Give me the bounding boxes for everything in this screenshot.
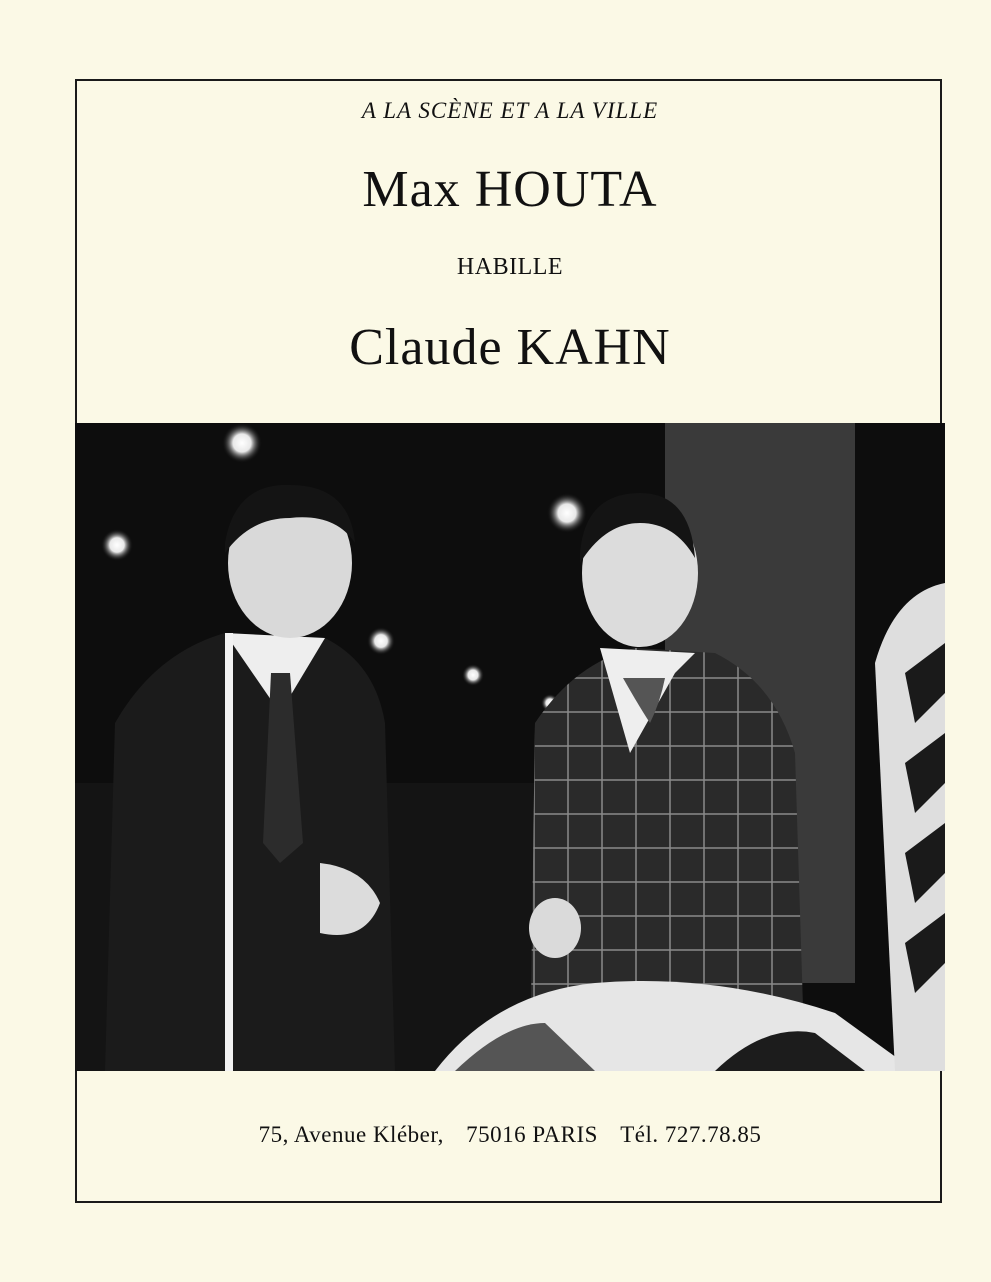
address-line xyxy=(75,1122,945,1148)
client-name: Claude KAHN xyxy=(349,319,671,376)
city-postcode: 75016 PARIS xyxy=(466,1122,598,1147)
street-address: 75, Avenue Kléber, xyxy=(258,1122,444,1147)
phone-number: Tél. 727.78.85 xyxy=(620,1122,762,1147)
photo-illustration xyxy=(75,423,945,1071)
tailor-name: Max HOUTA xyxy=(362,161,658,218)
tagline: A LA SCÈNE ET A LA VILLE xyxy=(361,98,659,123)
verb-heading: HABILLE xyxy=(456,254,564,280)
photo xyxy=(75,423,945,1071)
